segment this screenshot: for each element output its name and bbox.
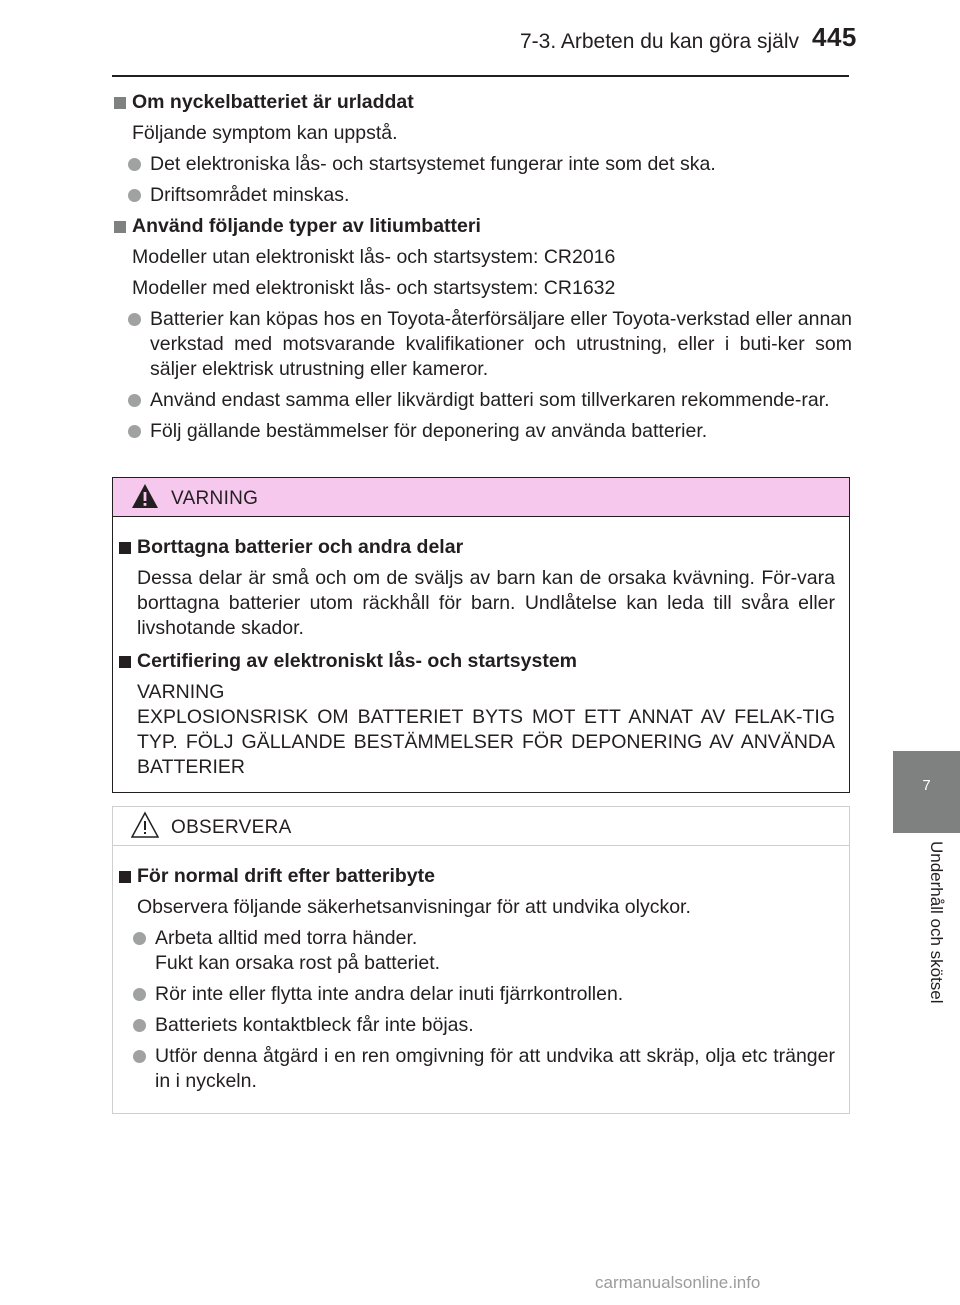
header-title: 7-3. Arbeten du kan göra själv [520,30,800,53]
round-bullet-icon [133,1019,146,1032]
warning-item-heading [117,535,835,560]
list-item-text: Arbeta alltid med torra händer. [155,927,418,949]
list-item-text: Det elektroniska lås- och startsystemet fungerar inte som det ska. [150,153,716,175]
round-bullet-icon [128,158,141,171]
list-item [117,926,835,976]
list-item-text: Batterier kan köpas hos en Toyota-återförsäljare eller Toyota-verkstad eller annan verkstad med motsvarande kvalifikationer och utrustning, eller i buti-ker som säljer elektrisk utrustning eller kameror. [150,308,852,380]
warning-item-heading-text: Certifiering av elektroniskt lås- och startsystem [137,650,577,672]
warning-box-header [113,478,849,517]
page-number: 445 [812,22,857,52]
list-item-text: Rör inte eller flytta inte andra delar inuti fjärrkontrollen. [155,983,624,1005]
round-bullet-icon [128,425,141,438]
main-content [112,90,852,450]
paragraph: Modeller utan elektroniskt lås- och startsystem: CR2016 [132,246,616,268]
round-bullet-icon [128,394,141,407]
square-bullet-icon [114,221,126,233]
list-item-text: Batteriets kontaktbleck får inte böjas. [155,1014,474,1036]
warning-item-heading [117,649,835,674]
list-item-text: Följ gällande bestämmelser för deponering av använda batterier. [150,420,708,442]
list-item-text: Utför denna åtgärd i en ren omgivning för att undvika att skräp, olja etc tränger in i nyckeln. [155,1045,835,1092]
list-item [117,982,835,1007]
notice-heading [117,864,835,889]
chapter-tab: 7 [893,751,960,833]
list-item-text: Fukt kan orsaka rost på batteriet. [155,952,441,974]
square-bullet-icon [114,97,126,109]
list-item [112,152,852,177]
header-rule [112,75,849,77]
warning-line: EXPLOSIONSRISK OM BATTERIET BYTS MOT ETT ANNAT AV FELAK-TIG TYP. FÖLJ GÄLLANDE BESTÄMMELSER FÖR DEPONERING AV ANVÄNDA BATTERIER [137,706,835,778]
warning-item-text [117,680,835,780]
round-bullet-icon [128,313,141,326]
list-item-text: Driftsområdet minskas. [150,184,350,206]
list-item-text: Använd endast samma eller likvärdigt batteri som tillverkaren rekommende-rar. [150,389,830,411]
round-bullet-icon [133,1050,146,1063]
warning-label: VARNING [171,488,259,509]
round-bullet-icon [133,988,146,1001]
paragraph: Modeller med elektroniskt lås- och startsystem: CR1632 [132,277,616,299]
list-item [112,307,852,382]
watermark: carmanualsonline.info [595,1273,761,1292]
warning-triangle-icon [131,482,159,510]
chapter-title: Underhåll och skötsel [927,841,946,1004]
warning-item-heading-text: Borttagna batterier och andra delar [137,536,464,558]
list-item [112,183,852,208]
warning-line: VARNING [137,681,225,703]
square-bullet-icon [119,656,131,668]
section-heading [112,90,852,115]
warning-box-body [113,517,849,780]
chapter-label [893,833,960,1171]
list-item [117,1013,835,1038]
paragraph: Följande symptom kan uppstå. [132,122,398,144]
caution-triangle-icon [131,811,159,839]
notice-heading-text: För normal drift efter batteribyte [137,865,435,887]
notice-box-body [113,846,849,1094]
list-item [112,388,852,413]
round-bullet-icon [128,189,141,202]
notice-box-header [113,807,849,846]
warning-item-text: Dessa delar är små och om de sväljs av barn kan de orsaka kvävning. För-vara borttagna batterier utom räckhåll för barn. Undlåtelse kan leda till svåra eller livshotande skador. [137,567,835,639]
section-heading-text: Om nyckelbatteriet är urladdat [132,91,414,113]
warning-box [112,477,850,793]
section-heading-text: Använd följande typer av litiumbatteri [132,215,481,237]
square-bullet-icon [119,871,131,883]
notice-intro: Observera följande säkerhetsanvisningar för att undvika olyckor. [137,896,691,918]
list-item [117,1044,835,1094]
notice-box [112,806,850,1114]
square-bullet-icon [119,542,131,554]
section-heading [112,214,852,239]
round-bullet-icon [133,932,146,945]
notice-label: OBSERVERA [171,817,292,838]
list-item [112,419,852,444]
